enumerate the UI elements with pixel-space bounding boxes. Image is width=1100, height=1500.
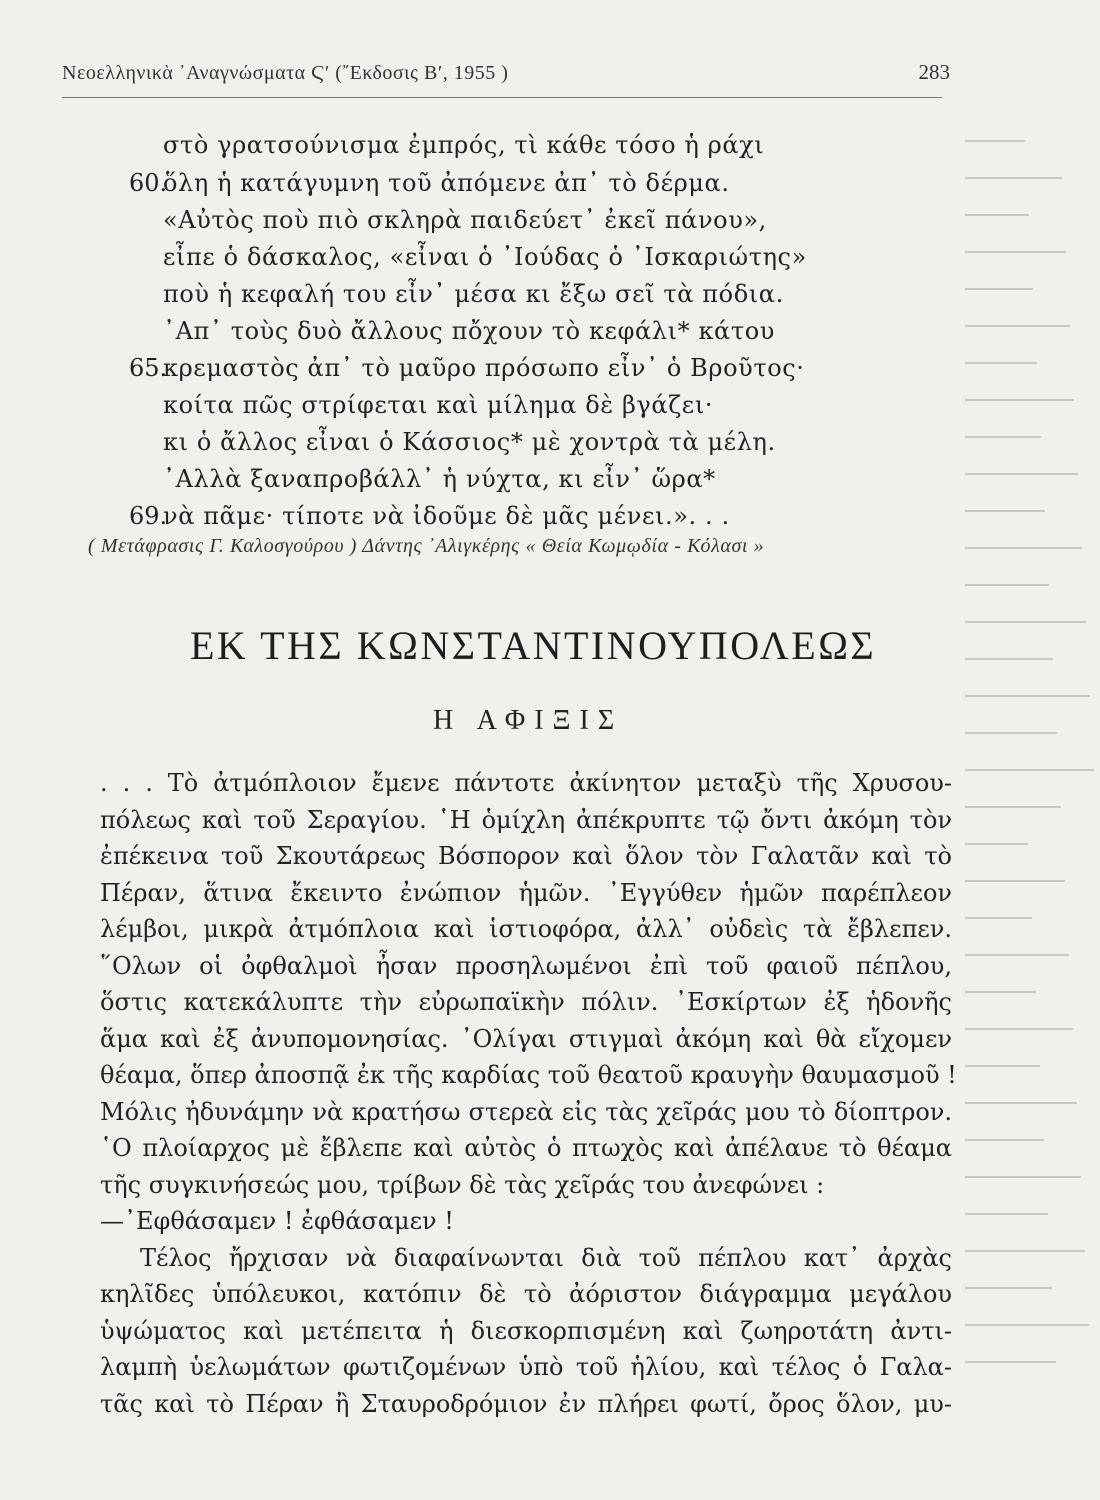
prose-line: ῞Ολων οἱ ὀφθαλμοὶ ἦσαν προσηλωμένοι ἐπὶ τοῦ φαιοῦ πέπλου, — [100, 951, 952, 980]
bleed-through-mark — [965, 880, 1065, 882]
poem-line: κοίτα πῶς στρίφεται καὶ μίλημα δὲ βγάζει· — [163, 391, 714, 419]
bleed-through-mark — [965, 621, 1086, 623]
poem-line: ποὺ ἡ κεφαλή του εἶν᾿ μέσα κι ἔξω σεῖ τὰ πόδια. — [163, 280, 784, 308]
prose-line: πόλεως καὶ τοῦ Σεραγίου. ῾Η ὁμίχλη ἀπέκρυπτε τῷ ὄντι ἀκόμη τὸν — [100, 805, 952, 834]
bleed-through-mark — [965, 140, 1025, 142]
header-rule — [62, 97, 942, 98]
poem-line: ᾿Αλλὰ ξαναπροβάλλ᾿ ἡ νύχτα, κι εἶν᾿ ὥρα* — [163, 465, 716, 493]
bleed-through-mark — [965, 658, 1053, 660]
prose-line: Μόλις ἠδυνάμην νὰ κρατήσω στερεὰ εἰς τὰς χεῖράς μου τὸ δίοπτρον. — [100, 1097, 952, 1126]
bleed-through-mark — [965, 510, 1045, 512]
poem-line: εἶπε ὁ δάσκαλος, «εἶναι ὁ ᾿Ιούδας ὁ ᾿Ισκαριώτης» — [163, 243, 807, 271]
bleed-through-mark — [965, 1324, 1089, 1326]
bleed-through-mark — [965, 214, 1029, 216]
poem-line-number: 69. — [129, 502, 168, 530]
bleed-through-mark — [965, 991, 1036, 993]
prose-line: ὑψώματος καὶ μετέπειτα ἡ διεσκορπισμένη καὶ ζωηροτάτη ἀντι- — [100, 1316, 952, 1345]
prose-line: . . . Τὸ ἀτμόπλοιον ἔμενε πάντοτε ἀκίνητον μεταξὺ τῆς Χρυσου- — [100, 769, 952, 797]
bleed-through-mark — [965, 1361, 1056, 1363]
bleed-through-mark — [965, 399, 1074, 401]
bleed-through-mark — [965, 843, 1028, 845]
bleed-through-mark — [965, 917, 1032, 919]
bleed-through-mark — [965, 584, 1049, 586]
bleed-through-mark — [965, 473, 1078, 475]
bleed-through-mark — [965, 769, 1094, 771]
prose-line: κηλῖδες ὑπόλευκοι, κατόπιν δὲ τὸ ἀόριστον διάγραμμα μεγάλου — [100, 1280, 952, 1308]
bleed-through-mark — [965, 954, 1069, 956]
bleed-through-mark — [965, 251, 1066, 253]
poem-line: ᾿Απ᾿ τοὺς δυὸ ἄλλους πὄχουν τὸ κεφάλι* κάτου — [163, 317, 775, 345]
bleed-through-margin — [955, 0, 1100, 1500]
bleed-through-mark — [965, 1250, 1085, 1252]
bleed-through-mark — [965, 1065, 1040, 1067]
prose-line: τῆς συγκινήσεώς μου, τρίβων δὲ τὰς χεῖράς του ἀνεφώνει : — [100, 1170, 825, 1199]
prose-dialogue-line: —᾿Εφθάσαμεν ! ἐφθάσαμεν ! — [100, 1207, 454, 1235]
bleed-through-mark — [965, 436, 1041, 438]
bleed-through-mark — [965, 1028, 1073, 1030]
bleed-through-mark — [965, 325, 1070, 327]
bleed-through-mark — [965, 177, 1062, 179]
prose-line: ὅστις κατεκάλυπτε τὴν εὐρωπαϊκὴν πόλιν. ᾿Εσκίρτων ἐξ ἡδονῆς — [100, 988, 952, 1016]
bleed-through-mark — [965, 1287, 1052, 1289]
prose-line: λαμπὴ ὑελωμάτων φωτιζομένων ὑπὸ τοῦ ἡλίου, καὶ τέλος ὁ Γαλα- — [100, 1353, 952, 1381]
prose-block — [100, 765, 957, 1422]
bleed-through-mark — [965, 547, 1082, 549]
bleed-through-mark — [965, 1213, 1048, 1215]
prose-line: ῾Ο πλοίαρχος μὲ ἔβλεπε καὶ αὐτὸς ὁ πτωχὸς καὶ ἀπέλαυε τὸ θέαμα — [100, 1134, 952, 1162]
poem-line: «Αὐτὸς ποὺ πιὸ σκληρὰ παιδεύετ᾿ ἐκεῖ πάνου», — [163, 206, 767, 234]
prose-line: λέμβοι, μικρὰ ἀτμόπλοια καὶ ἱστιοφόρα, ἀλλ᾿ οὐδεὶς τὰ ἔβλεπεν. — [100, 915, 952, 943]
prose-line: Πέραν, ἅτινα ἔκειντο ἐνώπιον ἡμῶν. ᾿Εγγύθεν ἡμῶν παρέπλεον — [100, 878, 952, 907]
poem-attribution: ( Μετάφρασις Γ. Καλοσγούρου ) Δάντης ᾿Αλιγκέρης « Θεία Κωμῳδία - Κόλασι » — [88, 535, 765, 557]
prose-line: τᾶς καὶ τὸ Πέραν ἢ Σταυροδρόμιον ἐν πλήρει φωτί, ὄρος ὅλον, μυ- — [100, 1389, 952, 1418]
bleed-through-mark — [965, 1176, 1081, 1178]
bleed-through-mark — [965, 288, 1033, 290]
prose-paragraph-start: Τέλος ἤρχισαν νὰ διαφαίνωνται διὰ τοῦ πέπλου κατ᾿ ἀρχὰς — [140, 1243, 952, 1272]
running-header: Νεοελληνικὰ ᾿Αναγνώσματα Ϛ′ (῎Εκδοσις Β′, 1955 ) — [62, 62, 509, 84]
section-title: ΕΚ ΤΗΣ ΚΩΝΣΤΑΝΤΙΝΟΥΠΟΛΕΩΣ — [190, 623, 877, 668]
poem-line: ὅλη ἡ κατάγυμνη τοῦ ἀπόμενε ἀπ᾿ τὸ δέρμα. — [163, 169, 730, 197]
page-number: 283 — [918, 60, 950, 84]
prose-line: ἅμα καὶ ἐξ ἀνυπομονησίας. ᾿Ολίγαι στιγμαὶ ἀκόμη καὶ θὰ εἴχομεν — [100, 1024, 952, 1053]
poem-line: στὸ γρατσούνισμα ἐμπρός, τὶ κάθε τόσο ἡ ράχι — [163, 131, 765, 159]
section-subtitle: Η ΑΦΙΞΙΣ — [433, 705, 624, 736]
poem-line-number: 65. — [129, 354, 168, 382]
bleed-through-mark — [965, 732, 1057, 734]
bleed-through-mark — [965, 1139, 1044, 1141]
prose-line: ἐπέκεινα τοῦ Σκουτάρεως Βόσπορον καὶ ὅλον τὸν Γαλατᾶν καὶ τὸ — [100, 842, 952, 870]
poem-line: κι ὁ ἄλλος εἶναι ὁ Κάσσιος* μὲ χοντρὰ τὰ μέλη. — [163, 428, 776, 456]
poem-line: κρεμαστὸς ἀπ᾿ τὸ μαῦρο πρόσωπο εἶν᾿ ὁ Βροῦτος· — [163, 354, 805, 382]
poem-line: νὰ πᾶμε· τίποτε νὰ ἰδοῦμε δὲ μᾶς μένει.». . . — [163, 502, 730, 530]
bleed-through-mark — [965, 695, 1090, 697]
prose-line: θέαμα, ὅπερ ἀποσπᾷ ἐκ τῆς καρδίας τοῦ θεατοῦ κραυγὴν θαυμασμοῦ ! — [100, 1061, 957, 1089]
poem-line-number: 60. — [129, 169, 168, 197]
bleed-through-mark — [965, 362, 1037, 364]
bleed-through-mark — [965, 806, 1061, 808]
bleed-through-mark — [965, 1102, 1077, 1104]
